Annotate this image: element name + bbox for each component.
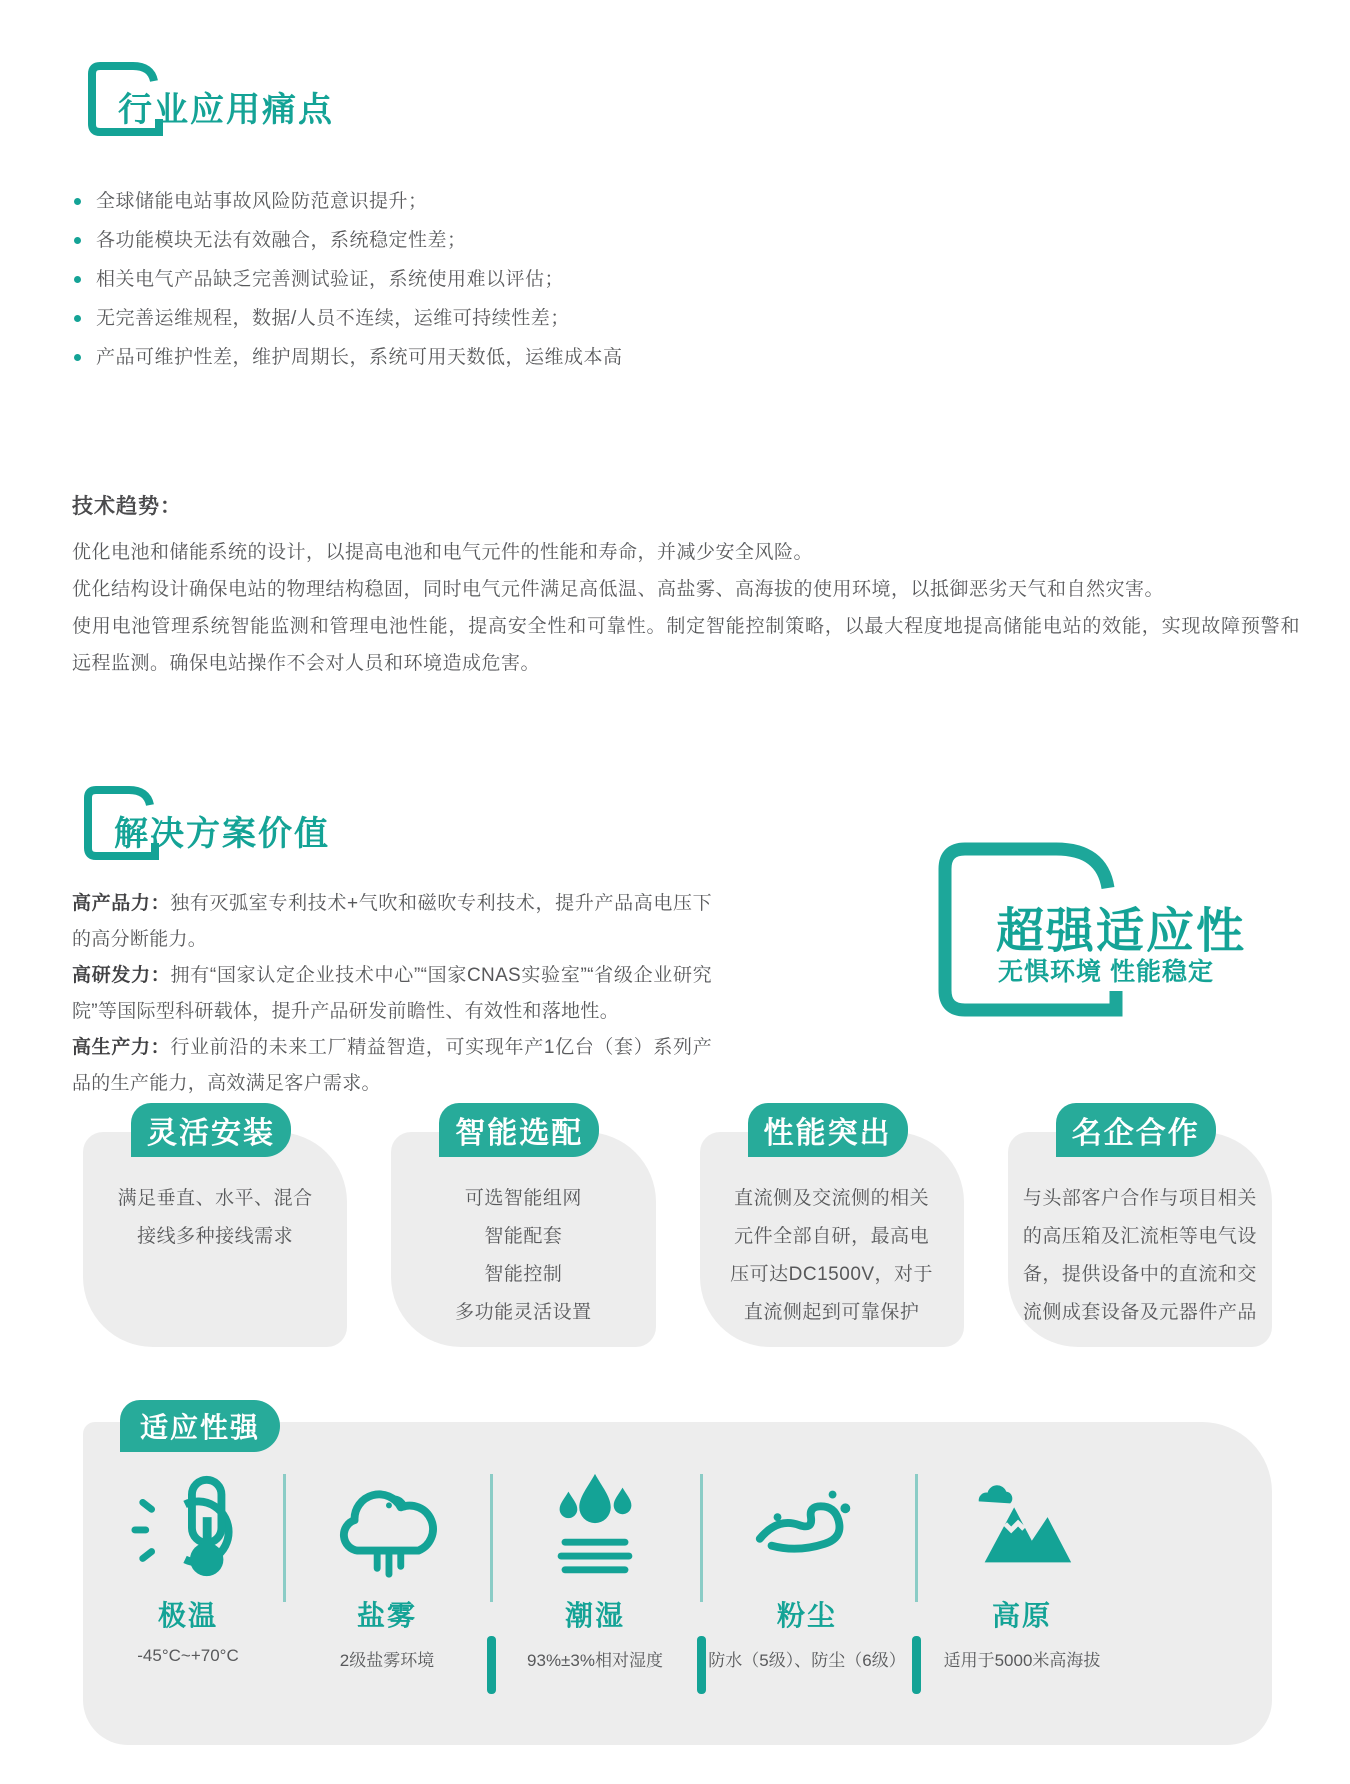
adapt-name: 高原 (991, 1600, 1052, 1631)
adaptability-panel (83, 1422, 1272, 1745)
feature-card-body: 直流侧及交流侧的相关 元件全部自研，最高电 压可达DC1500V，对于 直流侧起到可靠保护 (700, 1132, 964, 1347)
adapt-name: 盐雾 (356, 1600, 417, 1631)
adapt-detail: -45°C~+70°C (137, 1646, 239, 1665)
bullet-dot-icon (74, 198, 81, 205)
feature-badge: 名企合作 (1056, 1103, 1216, 1157)
dust-swirl-icon (702, 1466, 912, 1588)
trend-paragraph: 优化电池和储能系统的设计，以提高电池和电气元件的性能和寿命，并减少安全风险。 (72, 542, 814, 563)
feature-card-body: 满足垂直、水平、混合 接线多种接线需求 (83, 1132, 347, 1347)
trend-paragraphs (72, 534, 1300, 682)
adapt-name: 极温 (157, 1600, 218, 1631)
paragraph-lead: 高研发力： (72, 965, 171, 986)
trend-paragraph: 使用电池管理系统智能监测和管理电池性能，提高安全性和可靠性。制定智能控制策略，以最大程度地提高储能电站的效能，实现故障预警和远程监测。确保电站操作不会对人员和环境造成危害。 (72, 616, 1300, 674)
paragraph-lead: 高生产力： (72, 1037, 171, 1058)
adapt-detail: 2级盐雾环境 (339, 1651, 435, 1670)
adapt-column-salt-fog (282, 1422, 492, 1671)
bullet-dot-icon (74, 354, 81, 361)
pain-point-item: 产品可维护性差，维护周期长，系统可用天数低，运维成本高 (72, 346, 623, 369)
section-title-solution: 解决方案价值 (114, 815, 330, 853)
solution-paragraph: 高产品力：独有灭弧室专利技术+气吹和磁吹专利技术，提升产品高电压下的高分断能力。 (72, 893, 712, 950)
trend-heading: 技术趋势： (72, 495, 182, 518)
feature-cards-row (83, 1103, 1272, 1347)
feature-card-partnership (1008, 1103, 1272, 1347)
bullet-dot-icon (74, 276, 81, 283)
plateau-mountain-icon (917, 1466, 1127, 1588)
solution-paragraph: 高生产力：行业前沿的未来工厂精益智造，可实现年产1亿台（套）系列产品的生产能力，高效满足客户需求。 (72, 1037, 712, 1094)
adapt-detail: 防水（5级）、防尘（6级） (708, 1651, 906, 1670)
adaptability-badge: 适应性强 (120, 1400, 280, 1452)
adapt-column-plateau (917, 1422, 1127, 1671)
bullet-dot-icon (74, 237, 81, 244)
pain-point-item: 相关电气产品缺乏完善测试验证，系统使用难以评估； (72, 268, 623, 291)
feature-card-smart-matching (391, 1103, 655, 1347)
pain-point-item: 各功能模块无法有效融合，系统稳定性差； (72, 229, 623, 252)
highlight-panel (938, 842, 1278, 1042)
adapt-column-extreme-temp (83, 1422, 293, 1666)
adapt-column-humidity (490, 1422, 700, 1671)
feature-card-flexible-install (83, 1103, 347, 1347)
feature-card-performance (700, 1103, 964, 1347)
section-title-pain-points: 行业应用痛点 (118, 91, 334, 129)
solution-paragraph: 高研发力：拥有“国家认定企业技术中心”“国家CNAS实验室”“省级企业研究院”等国际型科研载体，提升产品研发前瞻性、有效性和落地性。 (72, 965, 712, 1022)
highlight-subtitle: 无惧环境 性能稳定 (998, 958, 1214, 986)
paragraph-lead: 高产品力： (72, 893, 171, 914)
feature-badge: 灵活安装 (131, 1103, 291, 1157)
thermometer-sun-icon (83, 1466, 293, 1588)
salt-fog-cloud-icon (282, 1466, 492, 1588)
pain-point-item: 全球储能电站事故风险防范意识提升； (72, 190, 623, 213)
feature-card-body: 与头部客户合作与项目相关 的高压箱及汇流柜等电气设 备，提供设备中的直流和交 流侧成套设备及元器件产品 (1008, 1132, 1272, 1347)
highlight-title: 超强适应性 (996, 905, 1247, 958)
pain-points-list (72, 190, 623, 385)
adapt-detail: 适用于5000米高海拔 (943, 1651, 1101, 1670)
solution-paragraphs (72, 886, 712, 1102)
adapt-detail: 93%±3%相对湿度 (527, 1651, 663, 1670)
feature-badge: 性能突出 (748, 1103, 908, 1157)
trend-paragraph: 优化结构设计确保电站的物理结构稳固，同时电气元件满足高低温、高盐雾、高海拔的使用环境，以抵御恶劣天气和自然灾害。 (72, 579, 1165, 600)
adapt-column-dust (702, 1422, 912, 1671)
adapt-name: 粉尘 (776, 1600, 837, 1631)
feature-badge: 智能选配 (439, 1103, 599, 1157)
bullet-dot-icon (74, 315, 81, 322)
adapt-name: 潮湿 (564, 1600, 625, 1631)
pain-point-item: 无完善运维规程，数据/人员不连续，运维可持续性差； (72, 307, 623, 330)
feature-card-body: 可选智能组网 智能配套 智能控制 多功能灵活设置 (391, 1132, 655, 1347)
humidity-drops-icon (490, 1466, 700, 1588)
